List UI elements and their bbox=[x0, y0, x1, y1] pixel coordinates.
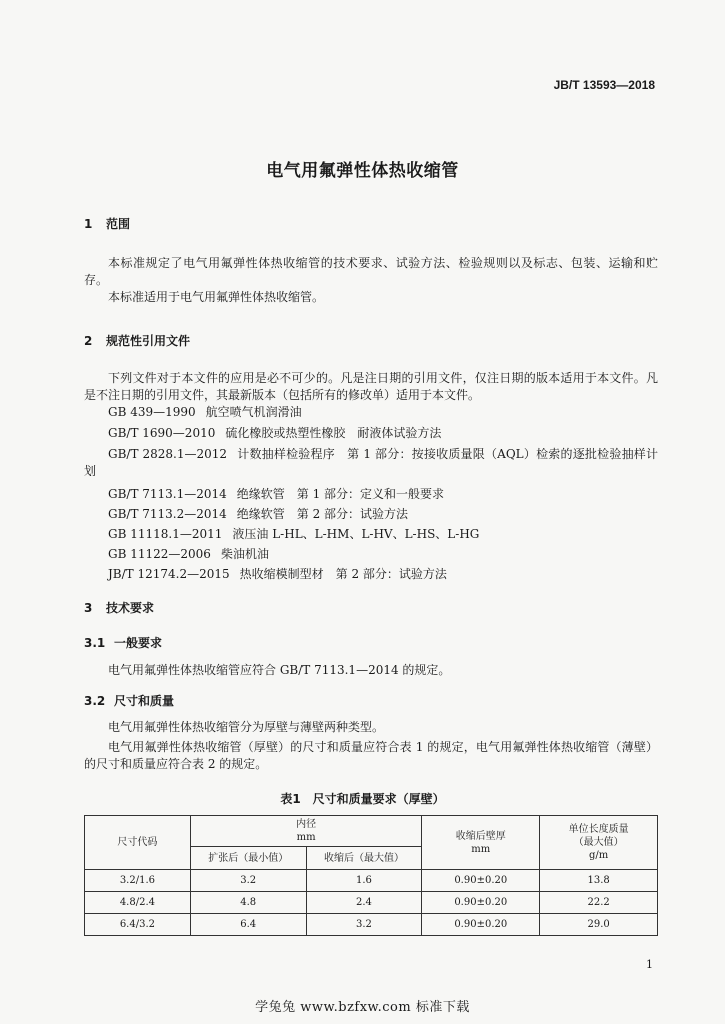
section-title: 技术要求 bbox=[106, 601, 155, 615]
reference-title: 绝缘软管 第 1 部分：定义和一般要求 bbox=[236, 487, 445, 501]
header-expanded: 扩张后（最小值） bbox=[190, 847, 306, 870]
cell-recovered: 3.2 bbox=[306, 914, 422, 936]
reference-title: 硫化橡胶或热塑性橡胶 耐液体试验方法 bbox=[225, 426, 442, 440]
reference-code: GB 439—1990 bbox=[108, 405, 196, 419]
header-mass-unit: g/m bbox=[588, 850, 609, 861]
cell-expanded: 4.8 bbox=[190, 892, 306, 914]
header-inner-unit: mm bbox=[296, 832, 316, 843]
cell-mass: 29.0 bbox=[540, 914, 658, 936]
header-inner-diameter bbox=[190, 816, 422, 847]
section-number: 1 bbox=[84, 217, 93, 231]
table-caption: 表1 尺寸和质量要求（厚壁） bbox=[280, 792, 445, 806]
section-title: 范围 bbox=[106, 217, 131, 231]
section-number: 3.2 bbox=[84, 694, 106, 708]
section-1-heading bbox=[84, 215, 130, 232]
standard-number: JB/T 13593—2018 bbox=[553, 78, 655, 92]
section-number: 2 bbox=[84, 334, 93, 348]
cell-recovered: 2.4 bbox=[306, 892, 422, 914]
reference-item bbox=[108, 546, 269, 563]
reference-item bbox=[84, 446, 658, 480]
paragraph: 下列文件对于本文件的应用是必不可少的。凡是注日期的引用文件，仅注日期的版本适用于本文件。凡是不注日期的引用文件，其最新版本（包括所有的修改单）适用于本文件。 bbox=[84, 371, 658, 402]
reference-code: GB 11118.1—2011 bbox=[108, 527, 223, 541]
cell-recovered: 1.6 bbox=[306, 870, 422, 892]
cell-code: 6.4/3.2 bbox=[85, 914, 191, 936]
header-size-code: 尺寸代码 bbox=[85, 816, 191, 870]
table-row bbox=[85, 914, 658, 936]
cell-expanded: 6.4 bbox=[190, 914, 306, 936]
footer-watermark[interactable]: 学兔兔 www.bzfxw.com 标准下载 bbox=[255, 1000, 470, 1015]
header-recovered: 收缩后（最大值） bbox=[306, 847, 422, 870]
header-mass bbox=[540, 816, 658, 870]
reference-code: GB/T 1690—2010 bbox=[108, 426, 216, 440]
table-row bbox=[85, 870, 658, 892]
cell-mass: 13.8 bbox=[540, 870, 658, 892]
table-row bbox=[85, 892, 658, 914]
header-wall-label: 收缩后壁厚 bbox=[455, 830, 506, 842]
section-title: 规范性引用文件 bbox=[106, 334, 191, 348]
cell-wall: 0.90±0.20 bbox=[422, 870, 540, 892]
cell-code: 3.2/1.6 bbox=[85, 870, 191, 892]
cell-wall: 0.90±0.20 bbox=[422, 892, 540, 914]
header-wall-thickness bbox=[422, 816, 540, 870]
section-3-2-heading bbox=[84, 692, 174, 709]
header-wall-unit: mm bbox=[471, 843, 491, 855]
paragraph: 电气用氟弹性体热收缩管应符合 GB/T 7113.1—2014 的规定。 bbox=[108, 663, 451, 677]
section-2-heading bbox=[84, 332, 190, 349]
reference-item bbox=[108, 404, 302, 421]
cell-wall: 0.90±0.20 bbox=[422, 914, 540, 936]
reference-code: GB/T 7113.2—2014 bbox=[108, 507, 227, 521]
reference-item bbox=[108, 566, 447, 583]
section-number: 3 bbox=[84, 601, 93, 615]
reference-title: 绝缘软管 第 2 部分：试验方法 bbox=[236, 507, 409, 521]
reference-item bbox=[108, 486, 444, 503]
reference-title: 柴油机油 bbox=[220, 547, 269, 561]
reference-item bbox=[108, 526, 479, 543]
section-3-1-heading bbox=[84, 634, 162, 651]
paragraph: 电气用氟弹性体热收缩管分为厚壁与薄壁两种类型。 bbox=[108, 720, 385, 734]
section-number: 3.1 bbox=[84, 636, 106, 650]
section-3-heading bbox=[84, 599, 154, 616]
section-title: 尺寸和质量 bbox=[114, 694, 175, 708]
reference-code: GB 11122—2006 bbox=[108, 547, 211, 561]
header-mass-sub: （最大值） bbox=[573, 837, 624, 848]
reference-code: JB/T 12174.2—2015 bbox=[108, 567, 230, 581]
reference-item bbox=[108, 506, 408, 523]
header-mass-label: 单位长度质量 bbox=[568, 824, 629, 835]
page-number: 1 bbox=[646, 958, 653, 971]
document-title: 电气用氟弹性体热收缩管 bbox=[266, 161, 459, 181]
reference-item bbox=[108, 425, 441, 442]
reference-title: 航空喷气机润滑油 bbox=[205, 405, 302, 419]
reference-title: 液压油 L-HL、L-HM、L-HV、L-HS、L-HG bbox=[232, 527, 480, 541]
reference-code: GB/T 2828.1—2012 bbox=[108, 447, 228, 461]
cell-expanded: 3.2 bbox=[190, 870, 306, 892]
header-inner-label: 内径 bbox=[296, 819, 317, 830]
reference-title: 热收缩模制型材 第 2 部分：试验方法 bbox=[239, 567, 447, 581]
section-title: 一般要求 bbox=[114, 636, 163, 650]
reference-code: GB/T 7113.1—2014 bbox=[108, 487, 227, 501]
cell-code: 4.8/2.4 bbox=[85, 892, 191, 914]
cell-mass: 22.2 bbox=[540, 892, 658, 914]
paragraph: 本标准规定了电气用氟弹性体热收缩管的技术要求、试验方法、检验规则以及标志、包装、运输和贮存。 bbox=[84, 256, 658, 287]
paragraph: 电气用氟弹性体热收缩管（厚壁）的尺寸和质量应符合表 1 的规定，电气用氟弹性体热收缩管（薄壁）的尺寸和质量应符合表 2 的规定。 bbox=[84, 740, 658, 771]
reference-title: 计数抽样检验程序 第 1 部分：按接收质量限（AQL）检索的逐批检验抽样计划 bbox=[84, 447, 658, 478]
dimensions-table bbox=[84, 815, 658, 936]
paragraph: 本标准适用于电气用氟弹性体热收缩管。 bbox=[108, 290, 325, 304]
